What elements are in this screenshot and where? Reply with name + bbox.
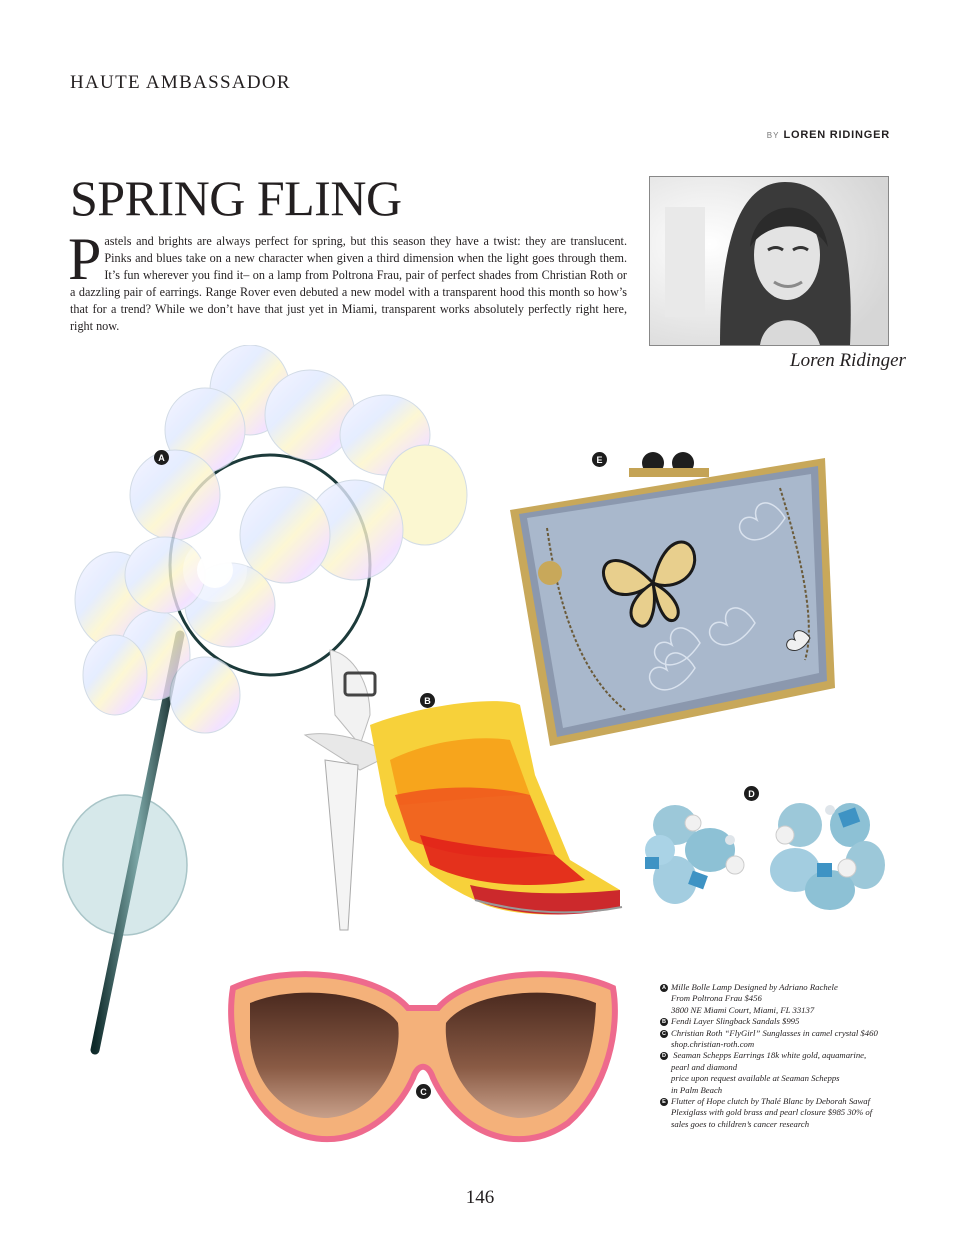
caption-a-marker: A: [660, 984, 668, 992]
product-earrings-image: [635, 795, 895, 915]
byline-prefix: BY: [766, 131, 780, 140]
product-sunglasses-image: [228, 968, 618, 1148]
caption-c-line-1: C Christian Roth “FlyGirl” Sunglasses in camel crystal $460: [662, 1027, 878, 1038]
caption-e-line-3: sales goes to children’s cancer research: [671, 1118, 810, 1129]
caption-a-line-3: 3800 NE Miami Court, Miami, FL 33137: [671, 1004, 815, 1015]
article-title: SPRING FLING: [70, 170, 402, 226]
caption-c-line-2: shop.christian-roth.com: [671, 1039, 755, 1050]
marker-e: E: [592, 452, 607, 467]
section-label: HAUTE AMBASSADOR: [70, 72, 291, 93]
marker-a: A: [154, 450, 169, 465]
marker-c: C: [416, 1084, 431, 1099]
byline: [767, 129, 890, 141]
page-number: 146: [465, 1187, 495, 1208]
byline-author: LOREN RIDINGER: [783, 129, 890, 141]
caption-a-line-1: A Mille Bolle Lamp Designed by Adriano Rachele: [662, 982, 838, 992]
intro-paragraph: [68, 226, 627, 335]
caption-e: [660, 1096, 896, 1130]
caption-d: [660, 1050, 896, 1096]
marker-b: B: [420, 693, 435, 708]
marker-d: D: [744, 786, 759, 801]
author-portrait: [649, 176, 889, 346]
caption-d-line-1: D Seaman Schepps Earrings 18k white gold, aquamarine,: [662, 1050, 867, 1061]
caption-d-line-2: pearl and diamond: [671, 1061, 738, 1072]
author-signature: Loren Ridinger: [790, 350, 906, 371]
caption-a: [660, 982, 896, 1016]
caption-d-line-3: price upon request available at Seaman Schepps: [671, 1073, 840, 1084]
caption-c: [660, 1028, 896, 1051]
caption-e-line-1: E Flutter of Hope clutch by Thalé Blanc by Deborah Sawaf: [660, 1096, 896, 1107]
product-captions: [660, 982, 896, 1130]
caption-e-marker: E: [660, 1098, 668, 1106]
caption-b-marker: B: [660, 1018, 668, 1026]
caption-c-marker: C: [660, 1030, 668, 1038]
caption-e-line-2: Plexiglass with gold brass and pearl closure $985 30% of: [671, 1107, 873, 1118]
caption-d-marker: D: [660, 1052, 668, 1060]
caption-b: [660, 1016, 896, 1027]
caption-d-line-4: in Palm Beach: [671, 1084, 723, 1095]
intro-body: astels and brights are always perfect for spring, but this season they have a twist: they are translucent. Pinks and blues take on a new character when given a third dimension when the light goes through them. It’s fun wherever you find it– on a lamp from Poltrona Frau, pair of perfect shades from Christian Roth or a dazzling pair of earrings. Range Rover even debuted a new model with a transparent hood this month so how’s that for a trend? While we don’t have that just yet in Miami, transparent works absolutely perfectly right here, right now.: [70, 234, 627, 333]
product-sandal-image: [300, 645, 630, 940]
caption-b-line-1: B Fendi Layer Slingback Sandals $995: [662, 1016, 800, 1027]
drop-cap: P: [68, 226, 102, 292]
caption-a-line-2: From Poltrona Frau $456: [671, 993, 762, 1004]
